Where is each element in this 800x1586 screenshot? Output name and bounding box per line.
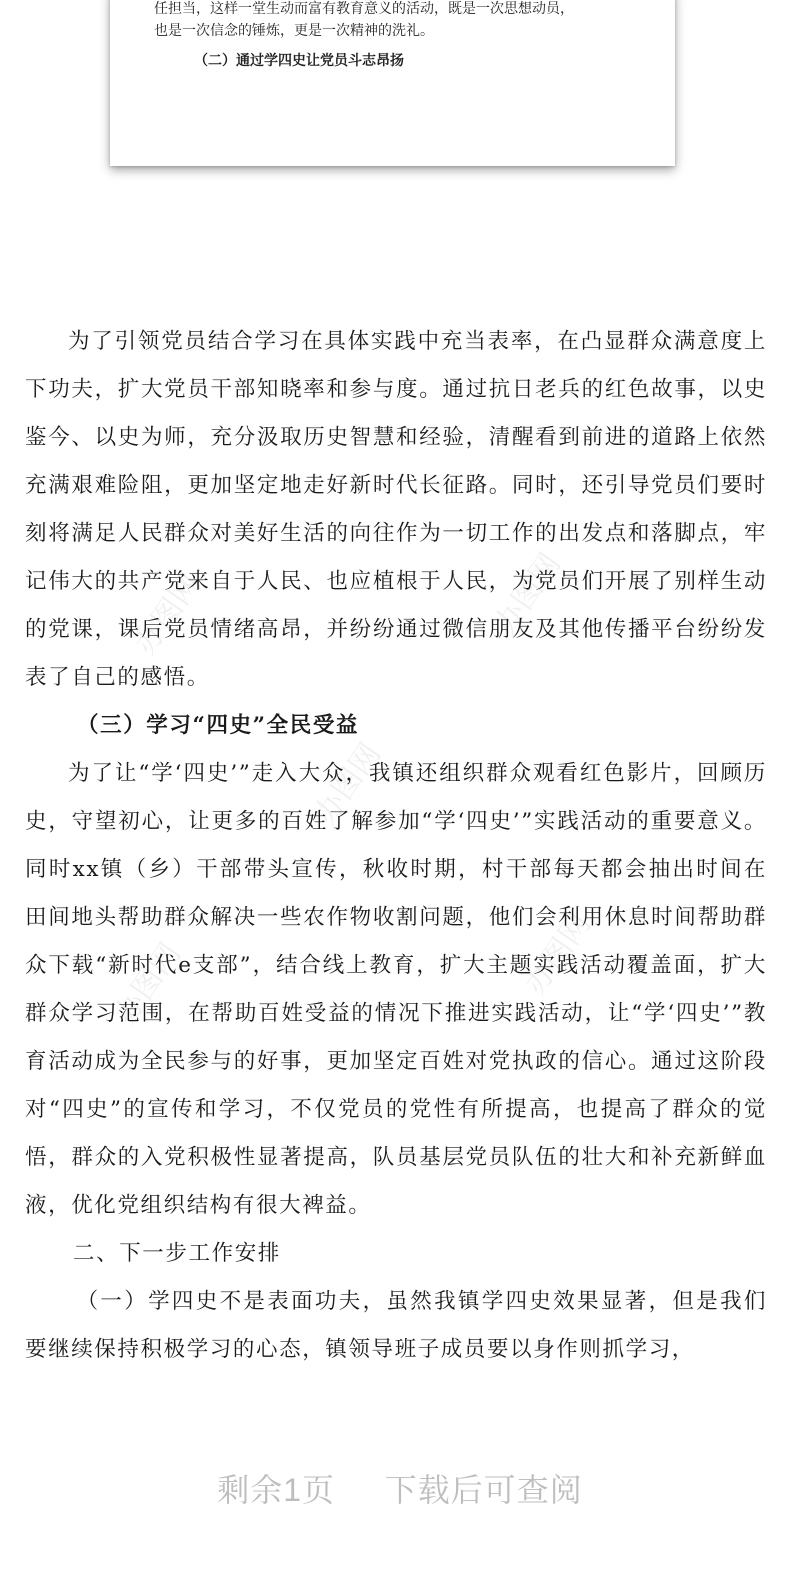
download-prompt[interactable]	[0, 1465, 800, 1511]
remaining-pages-label: 剩余1页	[217, 1472, 335, 1508]
document-body	[25, 318, 767, 1374]
preview-text-line: 任担当，这样一堂生动而富有教育意义的活动，既是一次思想动员，	[154, 1, 574, 17]
preview-section-heading: （二）通过学四史让党员斗志昂扬	[194, 53, 404, 69]
watermark: 办图网	[128, 567, 208, 661]
preview-text-line: 也是一次信念的锤炼，更是一次精神的洗礼。	[154, 23, 434, 39]
body-paragraph: （一）学四史不是表面功夫，虽然我镇学四史效果显著，但是我们要继续保持积极学习的心态，镇领导班子成员要以身作则抓学习，	[25, 1289, 767, 1362]
body-paragraph: 为了让“学‘四史’”走入大众，我镇还组织群众观看红色影片，回顾历史，守望初心，让更多的百姓了解参加“学‘四史’”实践活动的重要意义。同时xx镇（乡）干部带头宣传，秋收时期，村干部每天都会抽出时间在田间地头帮助群众解决一些农作物收割问题，他们会利用休息时间帮助群众下载“新时代e支部”，结合线上教育，扩大主题实践活动覆盖面，扩大群众学习范围，在帮助百姓受益的情况下推进实践活动，让“学‘四史’”教育活动成为全民参与的好事，更加坚定百姓对党执政的信心。通过这阶段对“四史”的宣传和学习，不仅党员的党性有所提高，也提高了群众的觉悟，群众的入党积极性显著提高，队员基层党员队伍的壮大和补充新鲜血液，优化党组织结构有很大裨益。	[25, 761, 767, 1218]
document-preview-card	[110, 0, 675, 166]
watermark: 办图网	[518, 907, 598, 1001]
section-heading: 二、下一步工作安排	[73, 1241, 281, 1266]
watermark: 办图网	[488, 547, 568, 641]
watermark: 办图网	[108, 937, 188, 1031]
body-paragraph: 为了引领党员结合学习在具体实践中充当表率，在凸显群众满意度上下功夫，扩大党员干部知晓率和参与度。通过抗日老兵的红色故事，以史鉴今、以史为师，充分汲取历史智慧和经验，清醒看到前进的道路上依然充满艰难险阻，更加坚定地走好新时代长征路。同时，还引导党员们要时刻将满足人民群众对美好生活的向往作为一切工作的出发点和落脚点，牢记伟大的共产党来自于人民、也应植根于人民，为党员们开展了别样生动的党课，课后党员情绪高昂，并纷纷通过微信朋友及其他传播平台纷纷发表了自己的感悟。	[25, 329, 767, 690]
section-heading: （三）学习“四史”全民受益	[77, 713, 360, 738]
download-to-view-label: 下载后可查阅	[384, 1472, 583, 1508]
watermark: 办图网	[308, 737, 388, 831]
